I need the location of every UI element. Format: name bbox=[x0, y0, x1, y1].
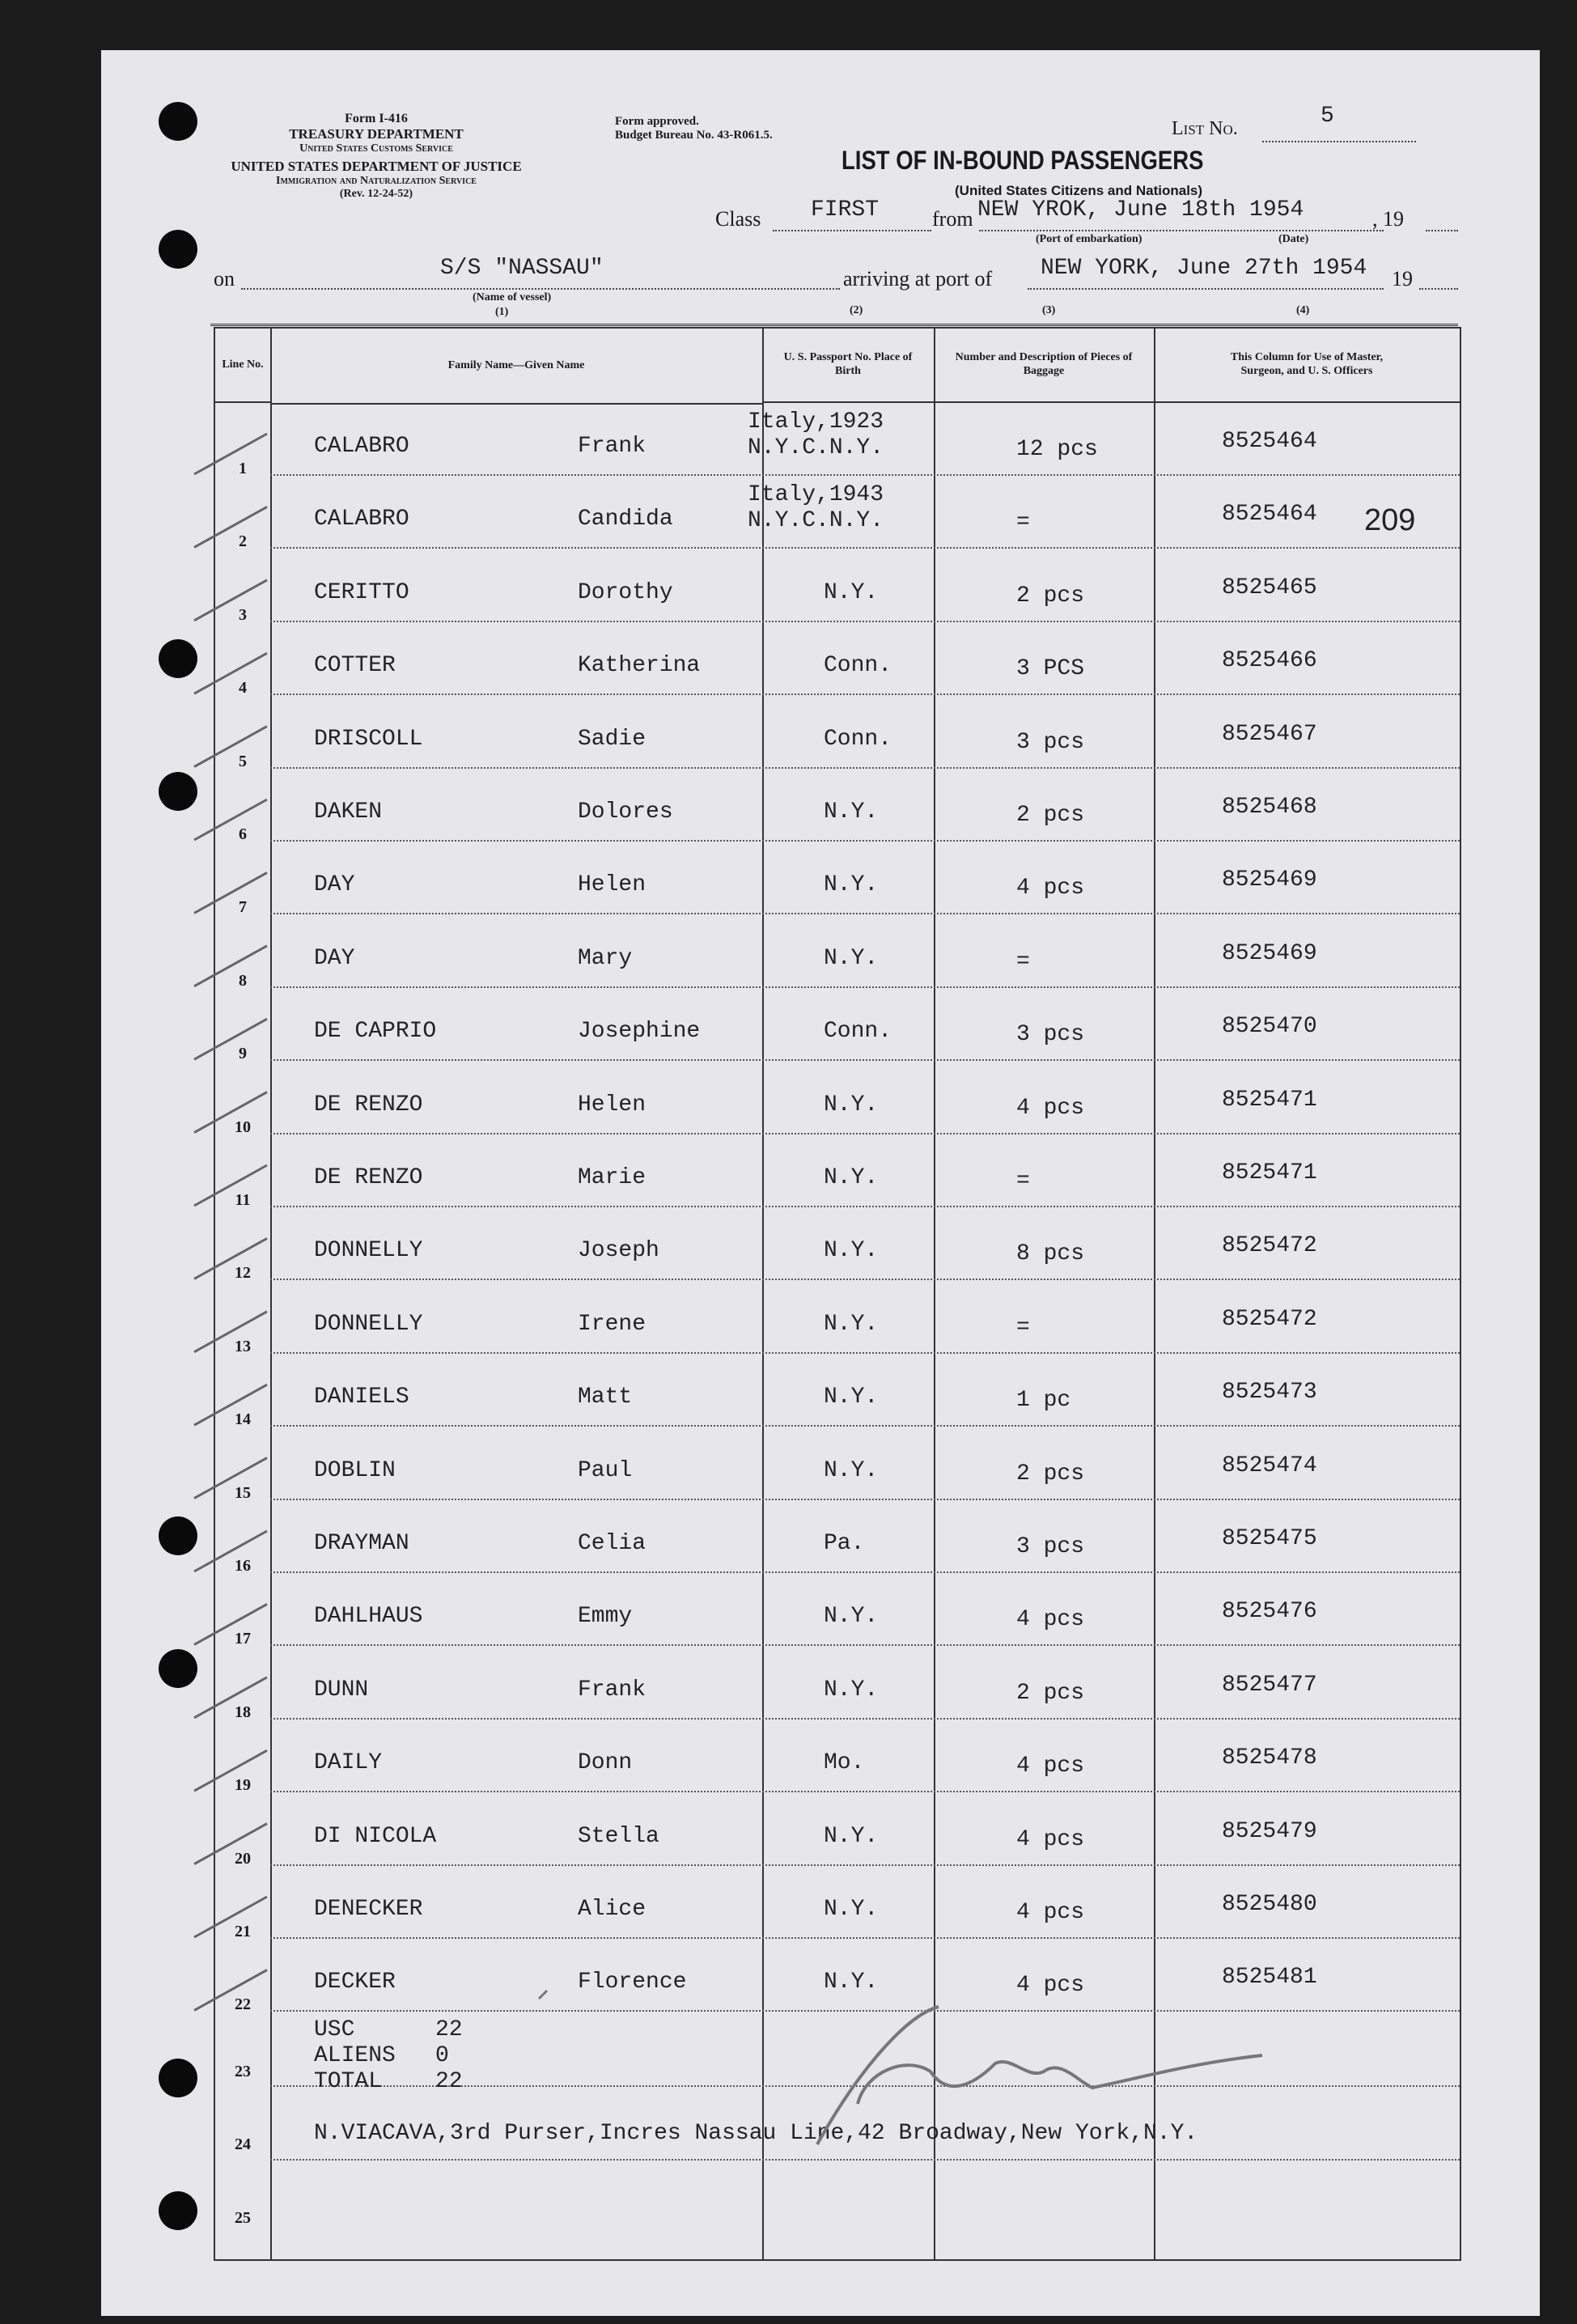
table-row bbox=[215, 1134, 1460, 1207]
birth-place: Italy,1923 bbox=[748, 409, 884, 435]
form-id: Form I-416 bbox=[345, 112, 408, 125]
date-caption: (Date) bbox=[1278, 233, 1309, 245]
binder-hole bbox=[159, 2191, 197, 2230]
binder-hole bbox=[159, 1516, 197, 1555]
line-number: 16 bbox=[235, 1557, 251, 1575]
line-number: 2 bbox=[239, 532, 247, 551]
given-name: Josephine bbox=[578, 1019, 701, 1045]
birth-place: N.Y. bbox=[824, 1238, 879, 1264]
given-name: Emmy bbox=[578, 1604, 633, 1630]
officer-number: 8525481 bbox=[1222, 1965, 1317, 1991]
given-name: Donn bbox=[578, 1750, 633, 1776]
line-number: 4 bbox=[239, 679, 247, 698]
officer-number: 8525464 bbox=[1222, 429, 1317, 454]
officer-number: 8525464 bbox=[1222, 502, 1317, 528]
line-number: 19 bbox=[235, 1776, 251, 1795]
header-double-rule bbox=[210, 324, 1458, 326]
row-rule bbox=[270, 2159, 1460, 2161]
officer-number: 8525470 bbox=[1222, 1014, 1317, 1040]
birth-place: Conn. bbox=[824, 1019, 892, 1045]
family-name: DRAYMAN bbox=[314, 1531, 409, 1556]
family-name: COTTER bbox=[314, 653, 396, 679]
baggage: = bbox=[1016, 948, 1030, 974]
given-name: Florence bbox=[578, 1970, 687, 1995]
given-name: Alice bbox=[578, 1897, 646, 1922]
given-name: Stella bbox=[578, 1823, 659, 1849]
family-name: DAHLHAUS bbox=[314, 1604, 423, 1630]
baggage: 4 pcs bbox=[1016, 1973, 1085, 1999]
birth-place: N.Y. bbox=[824, 1823, 879, 1849]
birth-place: Conn. bbox=[824, 653, 892, 679]
given-name: Dolores bbox=[578, 799, 673, 825]
line-number: 20 bbox=[235, 1849, 251, 1868]
given-name: Joseph bbox=[578, 1238, 659, 1264]
line-number: 15 bbox=[235, 1483, 251, 1502]
given-name: Sadie bbox=[578, 726, 646, 752]
officer-number: 8525465 bbox=[1222, 575, 1317, 600]
baggage: 12 pcs bbox=[1016, 437, 1098, 462]
arriving-year: 19 bbox=[1392, 267, 1413, 290]
table-row bbox=[215, 1354, 1460, 1427]
class-label: Class bbox=[715, 207, 761, 231]
totals-label: USC bbox=[314, 2017, 355, 2042]
list-no-label: List No. bbox=[1172, 118, 1238, 139]
line-number: 1 bbox=[239, 460, 247, 477]
family-name: DAY bbox=[314, 945, 355, 971]
line-number: 13 bbox=[235, 1337, 251, 1355]
family-name: DANIELS bbox=[314, 1385, 409, 1410]
officer-number: 8525476 bbox=[1222, 1599, 1317, 1625]
officer-number: 8525472 bbox=[1222, 1306, 1317, 1332]
given-name: Mary bbox=[578, 945, 633, 971]
officer-number: 8525469 bbox=[1222, 940, 1317, 966]
given-name: Matt bbox=[578, 1385, 633, 1410]
family-name: DE CAPRIO bbox=[314, 1019, 437, 1045]
table-row bbox=[215, 476, 1460, 549]
baggage: = bbox=[1016, 1314, 1030, 1340]
officer-number: 8525474 bbox=[1222, 1452, 1317, 1478]
family-name: DOBLIN bbox=[314, 1457, 396, 1483]
baggage: 4 pcs bbox=[1016, 1607, 1085, 1633]
officer-number: 8525472 bbox=[1222, 1233, 1317, 1259]
table-row bbox=[215, 622, 1460, 698]
birth-place: N.Y. bbox=[824, 872, 879, 898]
officer-number: 8525466 bbox=[1222, 648, 1317, 674]
line-number: 14 bbox=[235, 1410, 251, 1429]
header-baggage: Number and Description of Pieces of Baggage bbox=[934, 329, 1154, 403]
table-row bbox=[215, 915, 1460, 988]
given-name: Candida bbox=[578, 507, 673, 532]
binder-hole bbox=[159, 2059, 197, 2097]
line-number: 8 bbox=[239, 971, 247, 990]
col2-caption: (2) bbox=[850, 304, 863, 316]
purser-line: N.VIACAVA,3rd Purser,Incres Nassau Line,42 Broadway,New York,N.Y. bbox=[314, 2121, 1198, 2147]
baggage: 8 pcs bbox=[1016, 1241, 1085, 1267]
officer-number: 8525471 bbox=[1222, 1087, 1317, 1113]
officer-number: 8525478 bbox=[1222, 1745, 1317, 1771]
table-row bbox=[215, 1939, 1460, 2012]
col3-caption: (3) bbox=[1042, 304, 1056, 316]
given-name: Helen bbox=[578, 872, 646, 898]
family-name: DUNN bbox=[314, 1677, 369, 1703]
totals-label: TOTAL bbox=[314, 2068, 383, 2094]
header-line-no: Line No. bbox=[215, 329, 270, 403]
list-subtitle: (United States Citizens and Nationals) bbox=[955, 183, 1203, 198]
header-passport: U. S. Passport No. Place of Birth bbox=[762, 329, 934, 403]
given-name: Celia bbox=[578, 1531, 646, 1556]
baggage: 3 pcs bbox=[1016, 729, 1085, 755]
table-row bbox=[215, 1427, 1460, 1500]
family-name: CALABRO bbox=[314, 434, 409, 459]
family-name: CALABRO bbox=[314, 507, 409, 532]
header-officers: This Column for Use of Master, Surgeon, and U. S. Officers bbox=[1154, 329, 1460, 403]
table-row bbox=[215, 696, 1460, 769]
line-number: 22 bbox=[235, 1995, 251, 2014]
from-rule bbox=[979, 230, 1384, 231]
line-number: 7 bbox=[239, 898, 247, 917]
birth-place: Italy,1943 bbox=[748, 482, 884, 508]
line-number: 24 bbox=[235, 2135, 251, 2154]
table-row bbox=[215, 1281, 1460, 1354]
family-name: DE RENZO bbox=[314, 1092, 423, 1117]
table-row bbox=[215, 988, 1460, 1061]
given-name: Katherina bbox=[578, 653, 701, 679]
baggage: 4 pcs bbox=[1016, 1095, 1085, 1121]
from-value: NEW YROK, June 18th 1954 bbox=[977, 197, 1304, 223]
officer-number: 8525468 bbox=[1222, 795, 1317, 820]
line-number: 5 bbox=[239, 752, 247, 770]
given-name: Marie bbox=[578, 1165, 646, 1190]
baggage: 4 pcs bbox=[1016, 1900, 1085, 1925]
annotation-209: 209 bbox=[1364, 503, 1416, 538]
family-name: DONNELLY bbox=[314, 1238, 423, 1264]
line-number: 6 bbox=[239, 825, 247, 843]
table-row bbox=[215, 1720, 1460, 1795]
birth-place: N.Y. bbox=[824, 945, 879, 971]
revision: (Rev. 12-24-52) bbox=[339, 187, 413, 200]
baggage: = bbox=[1016, 1168, 1030, 1194]
birth-place: N.Y. bbox=[824, 1311, 879, 1337]
list-title: LIST OF IN-BOUND PASSENGERS bbox=[841, 146, 1204, 175]
birth-place-2: N.Y.C.N.Y. bbox=[748, 508, 884, 534]
family-name: CERITTO bbox=[314, 579, 409, 605]
line-number: 23 bbox=[235, 2062, 251, 2080]
given-name: Irene bbox=[578, 1311, 646, 1337]
line-number: 10 bbox=[235, 1117, 251, 1136]
table-row bbox=[215, 1500, 1460, 1573]
treasury-dept: TREASURY DEPARTMENT bbox=[289, 126, 464, 142]
given-name: Dorothy bbox=[578, 579, 673, 605]
on-label: on bbox=[214, 267, 235, 290]
family-name: DENECKER bbox=[314, 1897, 423, 1922]
given-name: Helen bbox=[578, 1092, 646, 1117]
list-no-value: 5 bbox=[1321, 104, 1334, 129]
table-row bbox=[215, 1647, 1460, 1720]
birth-place: N.Y. bbox=[824, 1604, 879, 1630]
binder-hole bbox=[159, 102, 197, 141]
given-name: Frank bbox=[578, 1677, 646, 1703]
ins-service: Immigration and Naturalization Service bbox=[276, 174, 477, 187]
arriving-year-rule bbox=[1419, 288, 1458, 290]
table-row bbox=[215, 549, 1460, 622]
totals-label: ALIENS bbox=[314, 2042, 396, 2068]
birth-place: Mo. bbox=[824, 1750, 865, 1776]
from-year: , 19 bbox=[1372, 207, 1404, 231]
family-name: DI NICOLA bbox=[314, 1823, 437, 1849]
birth-place: Pa. bbox=[824, 1531, 865, 1556]
baggage: 3 pcs bbox=[1016, 1022, 1085, 1048]
binder-hole bbox=[159, 230, 197, 269]
table-row bbox=[215, 1573, 1460, 1646]
line-number: 17 bbox=[235, 1630, 251, 1648]
officer-number: 8525469 bbox=[1222, 867, 1317, 893]
birth-place: N.Y. bbox=[824, 1457, 879, 1483]
birth-place: N.Y. bbox=[824, 1165, 879, 1190]
baggage: 1 pc bbox=[1016, 1388, 1071, 1414]
table-row bbox=[215, 1866, 1460, 1939]
binder-hole bbox=[159, 639, 197, 678]
totals-value: 0 bbox=[435, 2042, 449, 2068]
form-approved: Form approved. bbox=[615, 115, 699, 128]
line-number: 11 bbox=[235, 1191, 251, 1209]
agency-block bbox=[202, 112, 550, 201]
arriving-rule bbox=[1028, 288, 1384, 290]
officer-number: 8525480 bbox=[1222, 1892, 1317, 1917]
birth-place: N.Y. bbox=[824, 1897, 879, 1922]
birth-place-2: N.Y.C.N.Y. bbox=[748, 435, 884, 460]
table-row bbox=[215, 1793, 1460, 1866]
baggage: 2 pcs bbox=[1016, 583, 1085, 609]
birth-place: N.Y. bbox=[824, 1677, 879, 1703]
baggage: 2 pcs bbox=[1016, 1461, 1085, 1486]
baggage: 2 pcs bbox=[1016, 803, 1085, 828]
table-row bbox=[215, 1062, 1460, 1134]
given-name: Paul bbox=[578, 1457, 633, 1483]
passenger-table bbox=[214, 327, 1461, 2261]
baggage: 3 pcs bbox=[1016, 1534, 1085, 1559]
line-number: 3 bbox=[239, 605, 247, 624]
class-value: FIRST bbox=[811, 197, 880, 223]
family-name: DRISCOLL bbox=[314, 726, 423, 752]
vessel-caption: (Name of vessel) bbox=[473, 291, 552, 303]
birth-place: N.Y. bbox=[824, 799, 879, 825]
line-number: 9 bbox=[239, 1045, 247, 1063]
vessel-value: S/S "NASSAU" bbox=[440, 256, 604, 281]
binder-hole bbox=[159, 1649, 197, 1688]
binder-hole bbox=[159, 772, 197, 811]
class-rule bbox=[773, 230, 931, 231]
justice-dept: UNITED STATES DEPARTMENT OF JUSTICE bbox=[231, 159, 522, 175]
family-name: DE RENZO bbox=[314, 1165, 423, 1190]
birth-place: N.Y. bbox=[824, 1970, 879, 1995]
officer-number: 8525477 bbox=[1222, 1672, 1317, 1698]
officer-number: 8525471 bbox=[1222, 1160, 1317, 1185]
family-name: DAY bbox=[314, 872, 355, 898]
birth-place: N.Y. bbox=[824, 1385, 879, 1410]
given-name: Frank bbox=[578, 434, 646, 459]
officer-number: 8525467 bbox=[1222, 721, 1317, 747]
table-row bbox=[215, 769, 1460, 842]
arriving-label: arriving at port of bbox=[843, 267, 993, 290]
line-number: 12 bbox=[235, 1264, 251, 1283]
line-number: 21 bbox=[235, 1923, 251, 1940]
customs-service: United States Customs Service bbox=[299, 142, 453, 155]
officer-number: 8525473 bbox=[1222, 1380, 1317, 1406]
baggage: 4 pcs bbox=[1016, 876, 1085, 901]
baggage: 2 pcs bbox=[1016, 1680, 1085, 1706]
birth-place: Conn. bbox=[824, 726, 892, 752]
line-number: 18 bbox=[235, 1703, 251, 1721]
col4-caption: (4) bbox=[1296, 304, 1310, 316]
from-year-rule bbox=[1426, 230, 1458, 231]
family-name: DONNELLY bbox=[314, 1311, 423, 1337]
header-name: Family Name—Given Name bbox=[270, 329, 762, 405]
totals-value: 22 bbox=[435, 2017, 463, 2042]
family-name: DECKER bbox=[314, 1970, 396, 1995]
port-embark-caption: (Port of embarkation) bbox=[1036, 233, 1142, 245]
totals-value: 22 bbox=[435, 2068, 463, 2094]
family-name: DAKEN bbox=[314, 799, 383, 825]
list-no-rule bbox=[1262, 141, 1416, 142]
birth-place: N.Y. bbox=[824, 579, 879, 605]
table-row bbox=[215, 403, 1460, 476]
arriving-value: NEW YORK, June 27th 1954 bbox=[1041, 256, 1367, 281]
line-number: 25 bbox=[235, 2208, 251, 2227]
col1-caption: (1) bbox=[495, 306, 509, 318]
baggage: 3 PCS bbox=[1016, 656, 1085, 682]
baggage: = bbox=[1016, 510, 1030, 536]
officer-number: 8525479 bbox=[1222, 1818, 1317, 1844]
budget-bureau: Budget Bureau No. 43-R061.5. bbox=[615, 129, 773, 142]
baggage: 4 pcs bbox=[1016, 1754, 1085, 1779]
from-label: from bbox=[932, 207, 973, 231]
family-name: DAILY bbox=[314, 1750, 383, 1776]
birth-place: N.Y. bbox=[824, 1092, 879, 1117]
table-row bbox=[215, 1207, 1460, 1283]
baggage: 4 pcs bbox=[1016, 1826, 1085, 1852]
row-rule bbox=[270, 2010, 1460, 2012]
approval-block bbox=[615, 115, 773, 143]
officer-number: 8525475 bbox=[1222, 1526, 1317, 1551]
table-row bbox=[215, 842, 1460, 917]
vessel-rule bbox=[241, 288, 840, 290]
